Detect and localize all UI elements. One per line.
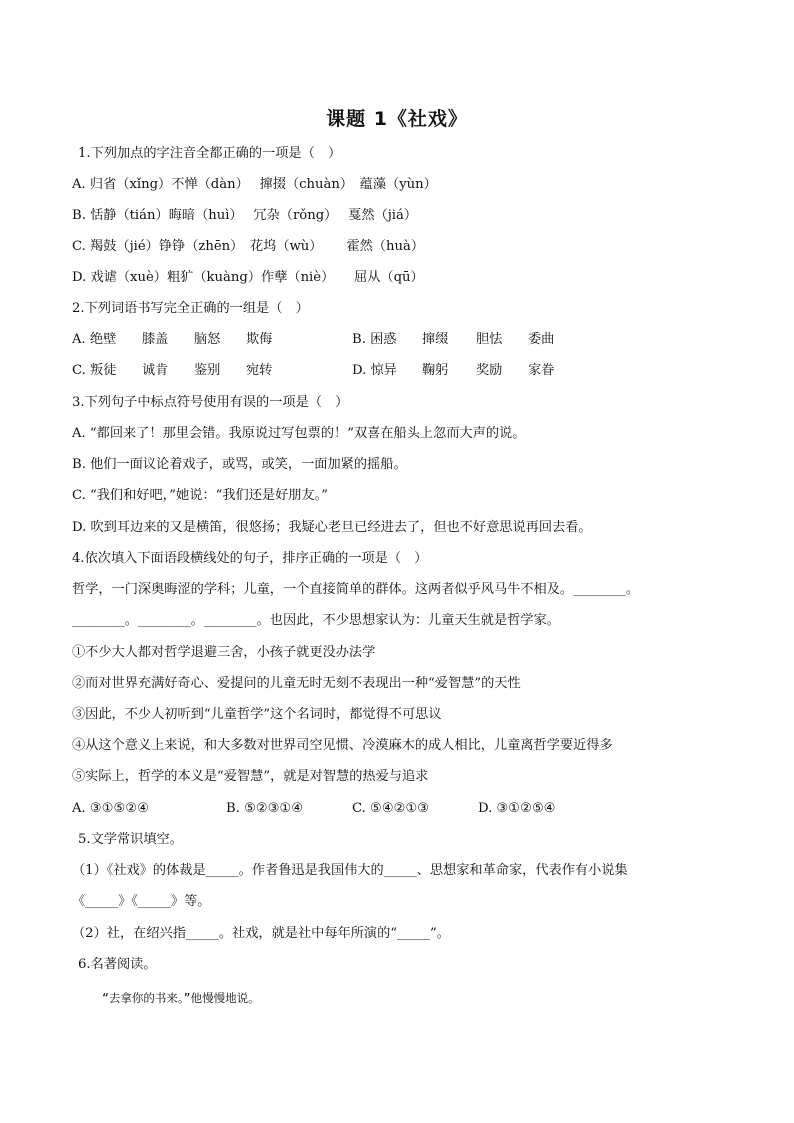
q4-option-a: A. ③①⑤②④ xyxy=(72,801,150,816)
q2-a-word-3: 脑怒 xyxy=(194,332,221,347)
question-3-stem: 3.下列句子中标点符号使用有误的一项是（ ） xyxy=(72,395,349,410)
q2-b-word-4: 委曲 xyxy=(528,332,555,347)
q2-d-word-3: 奖励 xyxy=(476,363,503,378)
question-4-passage-line-2: ________。________。________。也因此，不少思想家认为：儿童天生就是哲学家。 xyxy=(72,613,560,628)
question-3-option-a: A. “都回来了！那里会错。我原说过写包票的！”双喜在船头上忽而大声的说。 xyxy=(72,426,526,441)
q2-a-word-2: 膝盖 xyxy=(142,332,169,347)
question-5-part-2: （2）社，在绍兴指_____。社戏，就是社中每年所演的“_____”。 xyxy=(72,926,450,941)
q2-d-word-1: D. 惊异 xyxy=(352,363,397,378)
question-5-stem: 5.文学常识填空。 xyxy=(78,832,183,847)
question-4-sentence-1: ①不少大人都对哲学退避三舍，小孩子就更没办法学 xyxy=(72,645,376,660)
question-4-sentence-5: ⑤实际上，哲学的本义是“爱智慧”，就是对智慧的热爱与追求 xyxy=(72,769,429,784)
question-4-sentence-3: ③因此，不少人初听到“儿童哲学”这个名词时，都觉得不可思议 xyxy=(72,707,442,722)
question-1-option-d: D. 戏谑（xuè）粗犷（kuàng）作孽（niè） 屈从（qū） xyxy=(72,270,424,285)
question-3-option-d: D. 吹到耳边来的又是横笛，很悠扬；我疑心老旦已经进去了，但也不好意思说再回去看。 xyxy=(72,520,592,535)
question-6-stem: 6.名著阅读。 xyxy=(78,957,157,972)
question-2-stem: 2.下列词语书写完全正确的一组是（ ） xyxy=(72,301,309,316)
question-4-stem: 4.依次填入下面语段横线处的句子，排序正确的一项是（ ） xyxy=(72,551,428,566)
question-2-row-1 xyxy=(72,330,734,350)
q2-a-word-1: A. 绝壁 xyxy=(72,332,117,347)
q2-c-word-2: 诚肯 xyxy=(142,363,169,378)
q4-option-b: B. ⑤②③①④ xyxy=(226,801,304,816)
question-6-excerpt: “去拿你的书来。”他慢慢地说。 xyxy=(102,991,260,1005)
q2-c-word-1: C. 叛徒 xyxy=(72,363,117,378)
question-1-option-b: B. 恬静（tián）晦暗（huì） 冗杂（rǒng） 戛然（jiá） xyxy=(72,208,418,223)
question-4-sentence-4: ④从这个意义上来说，和大多数对世界司空见惯、冷漠麻木的成人相比，儿童离哲学要近得多 xyxy=(72,738,613,753)
q2-d-word-2: 鞠躬 xyxy=(422,363,449,378)
question-4-options xyxy=(72,799,734,819)
q2-d-word-4: 家眷 xyxy=(528,363,555,378)
question-3-option-b: B. 他们一面议论着戏子，或骂，或笑，一面加紧的摇船。 xyxy=(72,457,407,472)
q4-option-d: D. ③①②⑤④ xyxy=(478,801,556,816)
q2-b-word-1: B. 困惑 xyxy=(352,332,397,347)
question-1-option-a: A. 归省（xǐng）不惮（dàn） 撺掇（chuàn） 蕴藻（yùn） xyxy=(72,177,437,192)
question-2-row-2 xyxy=(72,361,734,381)
q4-option-c: C. ⑤④②①③ xyxy=(352,801,430,816)
question-4-sentence-2: ②而对世界充满好奇心、爱提问的儿童无时无刻不表现出一种“爱智慧”的天性 xyxy=(72,676,521,691)
question-5-part-1-continued: 《_____》《_____》等。 xyxy=(72,894,211,909)
page-title: 课题 1《社戏》 xyxy=(326,108,468,130)
question-5-part-1: （1）《社戏》的体裁是_____。作者鲁迅是我国伟大的_____、思想家和革命家，代表作有小说集 xyxy=(72,863,628,878)
q2-b-word-2: 撺缀 xyxy=(422,332,449,347)
question-1-stem: 1.下列加点的字注音全都正确的一项是（ ） xyxy=(78,146,342,161)
q2-c-word-4: 宛转 xyxy=(246,363,273,378)
question-1-option-c: C. 羯鼓（jié）铮铮（zhēn） 花坞（wù） 霍然（huà） xyxy=(72,239,425,254)
q2-a-word-4: 欺侮 xyxy=(246,332,273,347)
question-3-option-c: C. “我们和好吧，”她说：“我们还是好朋友。” xyxy=(72,488,328,503)
q2-b-word-3: 胆怯 xyxy=(476,332,503,347)
question-4-passage-line-1: 哲学，一门深奥晦涩的学科；儿童，一个直接简单的群体。这两者似乎风马牛不相及。________。 xyxy=(72,582,640,597)
q2-c-word-3: 鉴别 xyxy=(194,363,221,378)
